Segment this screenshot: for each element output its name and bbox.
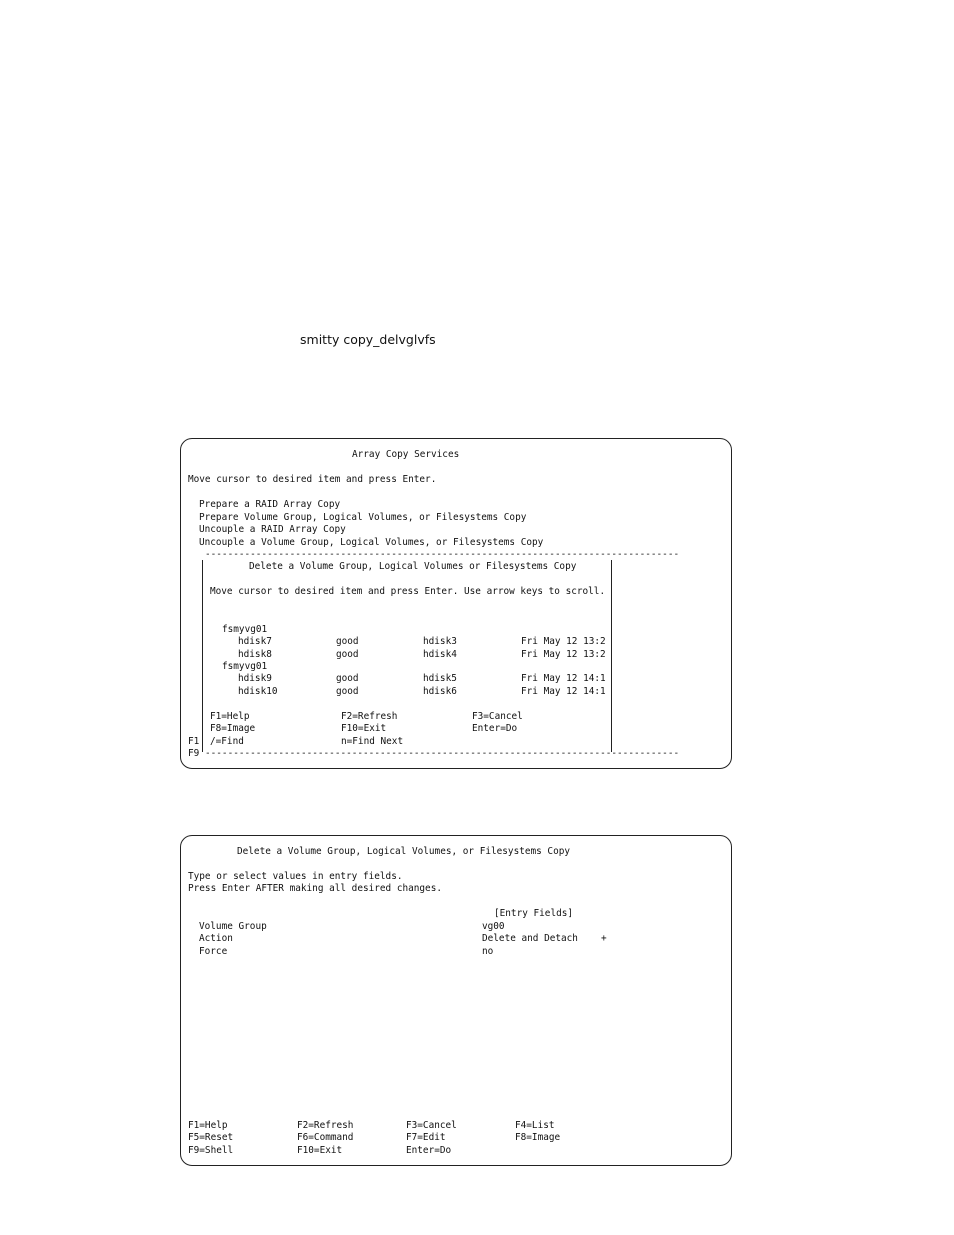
dialog-bottom-border: ------------------------------------------------------------------------------------ [205,748,680,759]
key-image[interactable]: F8=Image [515,1132,561,1143]
key-edit[interactable]: F7=Edit [406,1132,446,1143]
disk-name: hdisk7 [238,636,272,647]
group-name[interactable]: fsmyvg01 [222,661,268,672]
delete-copy-panel [180,835,732,1166]
key-exit[interactable]: F10=Exit [297,1145,343,1156]
panel-title: Array Copy Services [352,449,460,460]
instruction-line-1: Type or select values in entry fields. [188,871,403,882]
key-refresh[interactable]: F2=Refresh [297,1120,354,1131]
key-help[interactable]: F1=Help [188,1120,228,1131]
field-label: Action [199,933,233,944]
disk-status: good [336,636,359,647]
key-shell[interactable]: F9=Shell [188,1145,234,1156]
panel-title: Delete a Volume Group, Logical Volumes, or Filesystems Copy [237,846,571,857]
key-cancel[interactable]: F3=Cancel [406,1120,457,1131]
disk-status: good [336,673,359,684]
target-disk: hdisk5 [423,673,457,684]
key-list[interactable]: F4=List [515,1120,555,1131]
disk-name: hdisk8 [238,649,272,660]
copy-date: Fri May 12 14:1 [521,686,606,697]
instruction-text: Move cursor to desired item and press Enter. [188,474,437,485]
entry-fields-header: [Entry Fields] [494,908,574,919]
command-text: smitty copy_delvglvfs [300,332,436,347]
menu-item-prepare-vg[interactable]: Prepare Volume Group, Logical Volumes, or Filesystems Copy [199,512,527,523]
menu-item-uncouple-raid[interactable]: Uncouple a RAID Array Copy [199,524,346,535]
disk-status: good [336,649,359,660]
clipped-key-f9: F9 [188,748,200,759]
target-disk: hdisk6 [423,686,457,697]
dialog-title: Delete a Volume Group, Logical Volumes or Filesystems Copy [249,561,577,572]
list-marker: + [601,933,607,944]
key-cancel[interactable]: F3=Cancel [472,711,523,722]
disk-name: hdisk10 [238,686,278,697]
copy-date: Fri May 12 14:1 [521,673,606,684]
key-help[interactable]: F1=Help [210,711,250,722]
key-find[interactable]: /=Find [210,736,244,747]
disk-name: hdisk9 [238,673,272,684]
clipped-key-f1: F1 [188,736,200,747]
key-do[interactable]: Enter=Do [406,1145,452,1156]
group-name[interactable]: fsmyvg01 [222,624,268,635]
field-label: Volume Group [199,921,267,932]
key-image[interactable]: F8=Image [210,723,256,734]
dialog-top-border: ------------------------------------------------------------------------------------ [205,549,680,560]
key-do[interactable]: Enter=Do [472,723,518,734]
dialog-instruction: Move cursor to desired item and press Enter. Use arrow keys to scroll. [210,586,606,597]
target-disk: hdisk3 [423,636,457,647]
copy-date: Fri May 12 13:2 [521,649,606,660]
array-copy-services-panel [180,438,732,769]
menu-item-uncouple-vg[interactable]: Uncouple a Volume Group, Logical Volumes, or Filesystems Copy [199,537,544,548]
menu-item-prepare-raid[interactable]: Prepare a RAID Array Copy [199,499,341,510]
key-reset[interactable]: F5=Reset [188,1132,234,1143]
force-input[interactable]: no [482,946,494,957]
instruction-line-2: Press Enter AFTER making all desired changes. [188,883,442,894]
dialog-right-border [611,560,612,752]
disk-status: good [336,686,359,697]
field-label: Force [199,946,228,957]
dialog-left-border [202,560,203,752]
key-exit[interactable]: F10=Exit [341,723,387,734]
target-disk: hdisk4 [423,649,457,660]
action-select[interactable]: Delete and Detach [482,933,578,944]
key-find-next[interactable]: n=Find Next [341,736,404,747]
key-command[interactable]: F6=Command [297,1132,354,1143]
key-refresh[interactable]: F2=Refresh [341,711,398,722]
volume-group-input[interactable]: vg00 [482,921,505,932]
copy-date: Fri May 12 13:2 [521,636,606,647]
